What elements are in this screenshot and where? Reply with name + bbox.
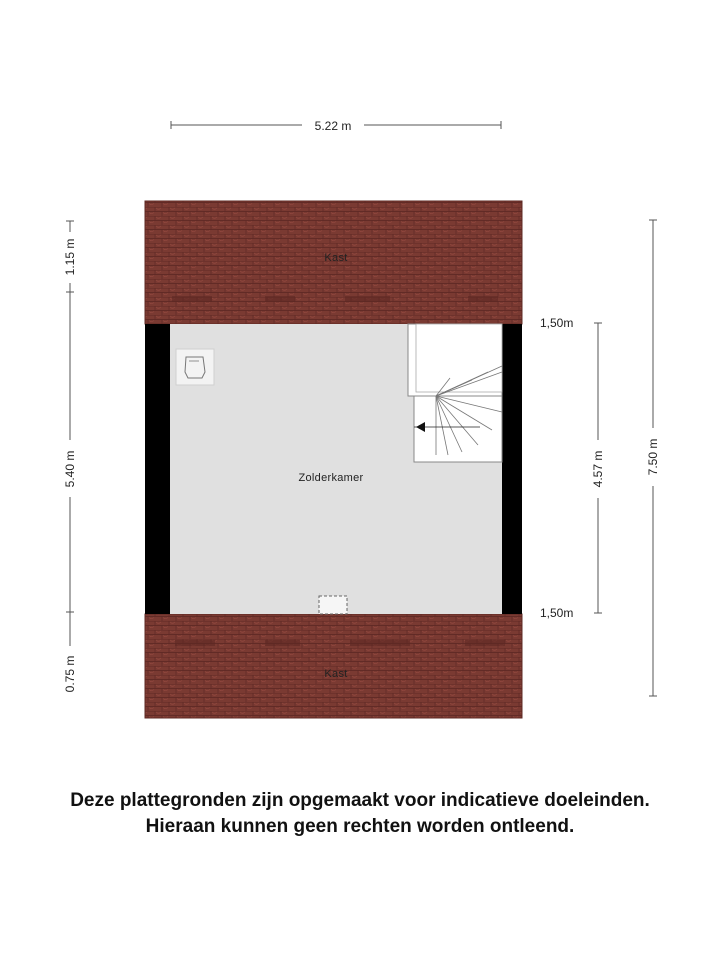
- right-inner-label: 4.57 m: [591, 450, 605, 488]
- room-label-zolderkamer: Zolderkamer: [298, 472, 364, 484]
- left-top-label: 1.15 m: [63, 238, 77, 276]
- left-wall: [145, 324, 170, 614]
- chimney-icon: [176, 349, 214, 385]
- height-top-label: 1,50m: [540, 316, 574, 330]
- room-label-kast-top: Kast: [324, 252, 348, 264]
- left-middle-label: 5.40 m: [63, 450, 77, 488]
- width-dimension: [171, 119, 501, 133]
- disclaimer-line-2: Hieraan kunnen geen rechten worden ontleend.: [145, 816, 575, 837]
- right-outer-label: 7.50 m: [646, 438, 660, 476]
- left-dimensions: [63, 221, 77, 692]
- roof-bottom: [145, 614, 522, 718]
- staircase: [408, 324, 502, 462]
- height-bottom-label: 1,50m: [540, 606, 574, 620]
- roof-hatch-icon: [319, 596, 347, 614]
- right-wall: [502, 324, 522, 614]
- left-bottom-label: 0.75 m: [63, 655, 77, 693]
- width-label: 5.22 m: [314, 119, 352, 133]
- room-label-kast-bottom: Kast: [324, 668, 348, 680]
- right-dimensions: [540, 220, 660, 696]
- disclaimer-line-1: Deze plattegronden zijn opgemaakt voor indicatieve doeleinden.: [70, 790, 650, 811]
